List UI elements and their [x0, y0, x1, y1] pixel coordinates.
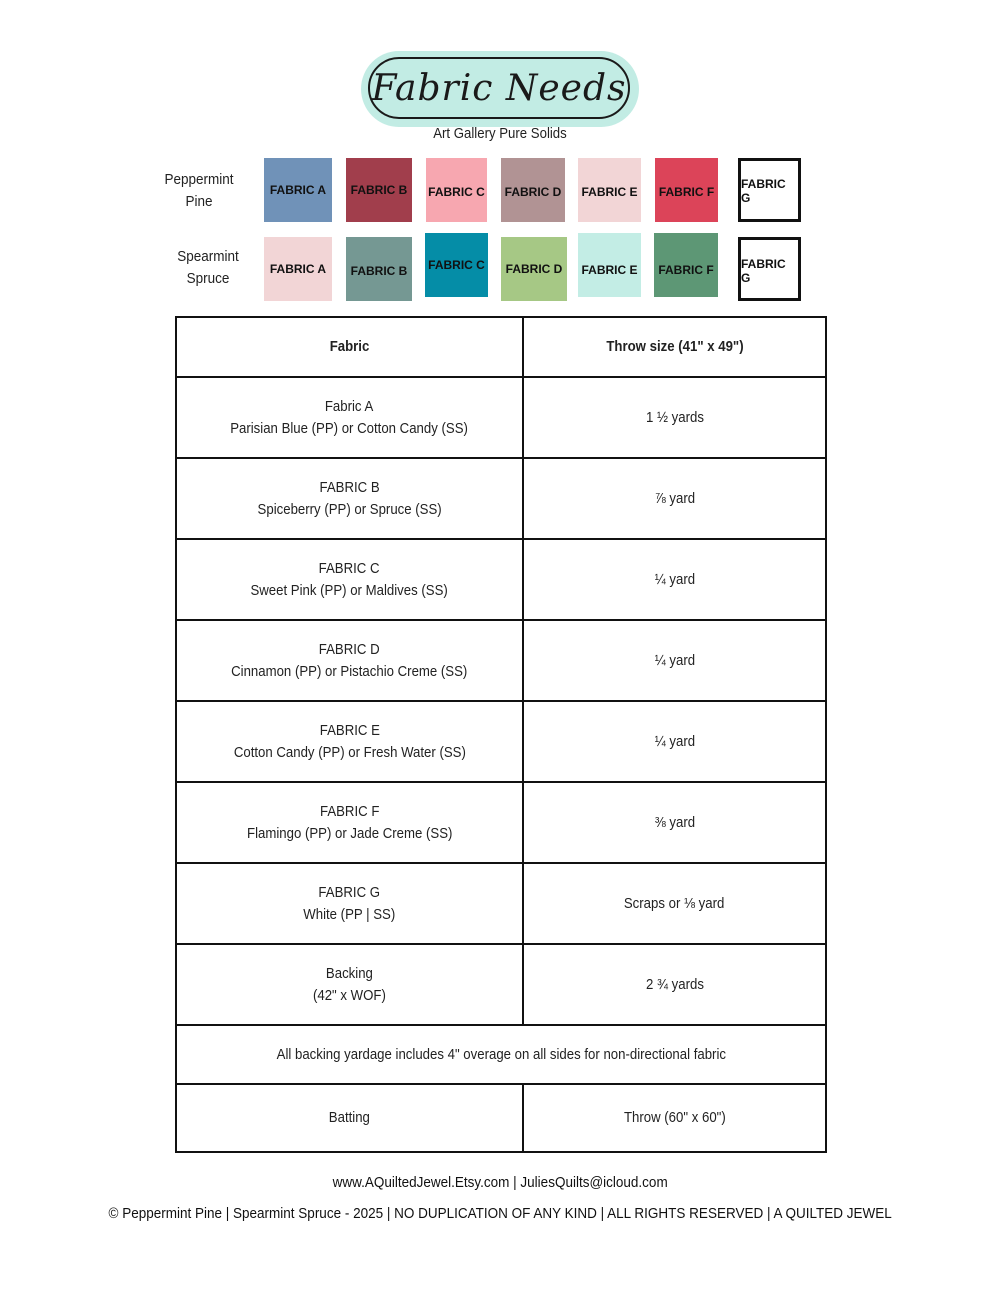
amount-cell: ¼ yard: [523, 539, 826, 620]
footer-contact: www.AQuiltedJewel.Etsy.com | JuliesQuilts@icloud.com: [332, 1174, 668, 1191]
swatch-ss-fabric-c: FABRIC C: [425, 233, 488, 297]
table-row: [176, 620, 826, 701]
amount-cell: ¼ yard: [523, 620, 826, 701]
palette-label-peppermint-pine: [150, 169, 249, 213]
table-row: [176, 539, 826, 620]
swatch-pp-fabric-e: FABRIC E: [578, 158, 641, 222]
amount-cell: ⅜ yard: [523, 782, 826, 863]
palette-label-line2: Pine: [185, 193, 213, 210]
page-subtitle: Art Gallery Pure Solids: [433, 125, 567, 142]
table-row: [176, 944, 826, 1025]
table-row: [176, 377, 826, 458]
fabric-cell: FABRIC G White (PP | SS): [176, 863, 523, 944]
table-row: [176, 458, 826, 539]
page-title: Fabric Needs: [371, 67, 627, 109]
fabric-cell: Fabric A Parisian Blue (PP) or Cotton Candy (SS): [176, 377, 523, 458]
swatch-pp-fabric-g: FABRIC G: [738, 158, 801, 222]
table-note-row: [176, 1025, 826, 1084]
amount-cell: 1 ½ yards: [523, 377, 826, 458]
fabric-cell: FABRIC D Cinnamon (PP) or Pistachio Creme (SS): [176, 620, 523, 701]
swatch-ss-fabric-e: FABRIC E: [578, 233, 641, 297]
palette-label-line2: Spruce: [186, 270, 230, 287]
amount-cell: Scraps or ⅛ yard: [523, 863, 826, 944]
swatch-ss-fabric-d: FABRIC D: [501, 237, 567, 301]
header-fabric: Fabric: [176, 317, 523, 377]
fabric-cell: FABRIC B Spiceberry (PP) or Spruce (SS): [176, 458, 523, 539]
palette-label-line1: Peppermint: [164, 171, 234, 188]
fabric-cell: FABRIC E Cotton Candy (PP) or Fresh Water (SS): [176, 701, 523, 782]
amount-cell: ⅞ yard: [523, 458, 826, 539]
fabric-cell: FABRIC F Flamingo (PP) or Jade Creme (SS): [176, 782, 523, 863]
table-row: [176, 863, 826, 944]
palette-label-line1: Spearmint: [177, 248, 239, 265]
table-row: [176, 782, 826, 863]
title-frame: [368, 57, 630, 119]
title-badge: [361, 51, 639, 127]
palette-label-spearmint-spruce: [159, 246, 258, 290]
swatch-ss-fabric-f: FABRIC F: [654, 233, 718, 297]
swatch-pp-fabric-c: FABRIC C: [426, 158, 487, 222]
batting-label-cell: Batting: [176, 1084, 523, 1152]
swatch-ss-fabric-b: FABRIC B: [346, 237, 412, 301]
fabric-needs-table: [175, 316, 827, 1153]
swatch-pp-fabric-a: FABRIC A: [264, 158, 332, 222]
batting-value-cell: Throw (60" x 60"): [523, 1084, 826, 1152]
swatch-pp-fabric-f: FABRIC F: [655, 158, 718, 222]
header-throw-size: Throw size (41" x 49"): [523, 317, 826, 377]
table-row-batting: [176, 1084, 826, 1152]
backing-note: All backing yardage includes 4" overage on all sides for non-directional fabric: [176, 1025, 826, 1084]
amount-cell: 2 ¾ yards: [523, 944, 826, 1025]
footer-copyright: © Peppermint Pine | Spearmint Spruce - 2025 | NO DUPLICATION OF ANY KIND | ALL RIGHTS RESERVED | A QUILTED JEWEL: [108, 1205, 892, 1222]
swatch-ss-fabric-a: FABRIC A: [264, 237, 332, 301]
table-row: [176, 701, 826, 782]
swatch-ss-fabric-g: FABRIC G: [738, 237, 801, 301]
swatch-pp-fabric-b: FABRIC B: [346, 158, 412, 222]
fabric-cell: Backing (42" x WOF): [176, 944, 523, 1025]
fabric-cell: FABRIC C Sweet Pink (PP) or Maldives (SS): [176, 539, 523, 620]
table-header-row: [176, 317, 826, 377]
swatch-pp-fabric-d: FABRIC D: [501, 158, 565, 222]
amount-cell: ¼ yard: [523, 701, 826, 782]
